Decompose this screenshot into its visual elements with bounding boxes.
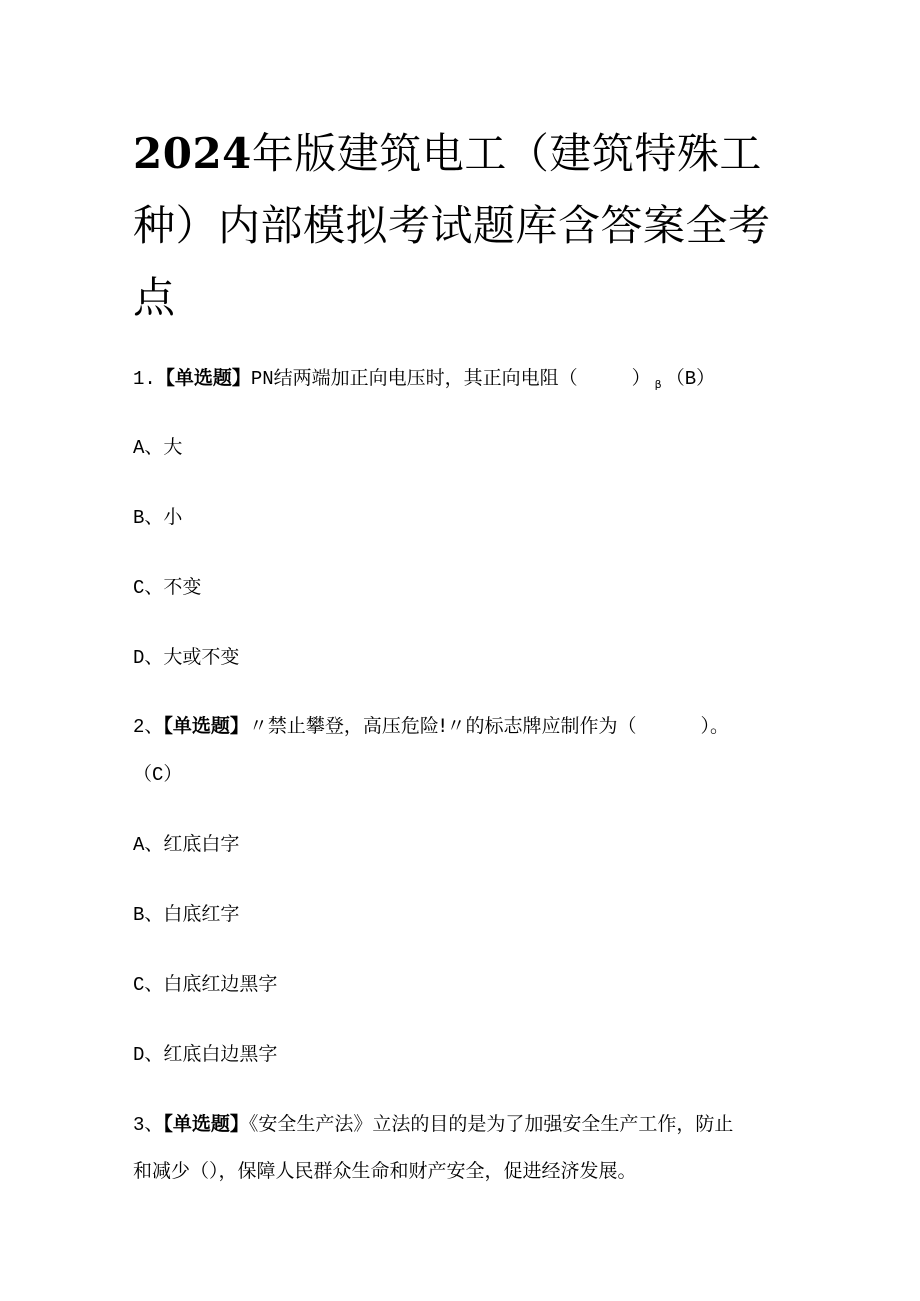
question-2-option-a: A、红底白字 <box>133 833 240 856</box>
question-1-stem: 1.【单选题】PN结两端加正向电压时，其正向电阻（ ） $_\beta$ （B） <box>133 367 716 391</box>
question-1-option-b: B、小 <box>133 506 183 529</box>
question-1-option-a: A、大 <box>133 436 183 459</box>
question-2-option-d: D、红底白边黑字 <box>133 1043 278 1066</box>
question-3-stem-continued: 和减少（），保障人民群众生命和财产安全，促进经济发展。 <box>133 1160 637 1182</box>
title-year: 2024 <box>133 129 252 178</box>
question-1-mark: β <box>654 378 662 391</box>
question-1-option-d: D、大或不变 <box>133 646 240 669</box>
question-2-option-c: C、白底红边黑字 <box>133 973 278 996</box>
question-3-stem: 3、【单选题】《安全生产法》立法的目的是为了加强安全生产工作，防止 <box>133 1113 734 1136</box>
question-1-answer: （B） <box>665 368 716 390</box>
question-type-tag: 【单选题】 <box>163 715 249 737</box>
question-2-answer: （C） <box>133 764 183 786</box>
question-type-tag: 【单选题】 <box>163 1113 249 1135</box>
document-title <box>133 118 793 334</box>
question-1-option-c: C、不变 <box>133 576 202 599</box>
question-type-tag: 【单选题】 <box>155 367 251 389</box>
question-2-option-b: B、白底红字 <box>133 903 240 926</box>
question-2-stem: 2、【单选题】〃禁止攀登，高压危险!〃的标志牌应制作为（ ）。 <box>133 715 730 738</box>
title-text: 年版建筑电工（建筑特殊工种）内部模拟考试题库含答案全考点 <box>133 129 771 322</box>
